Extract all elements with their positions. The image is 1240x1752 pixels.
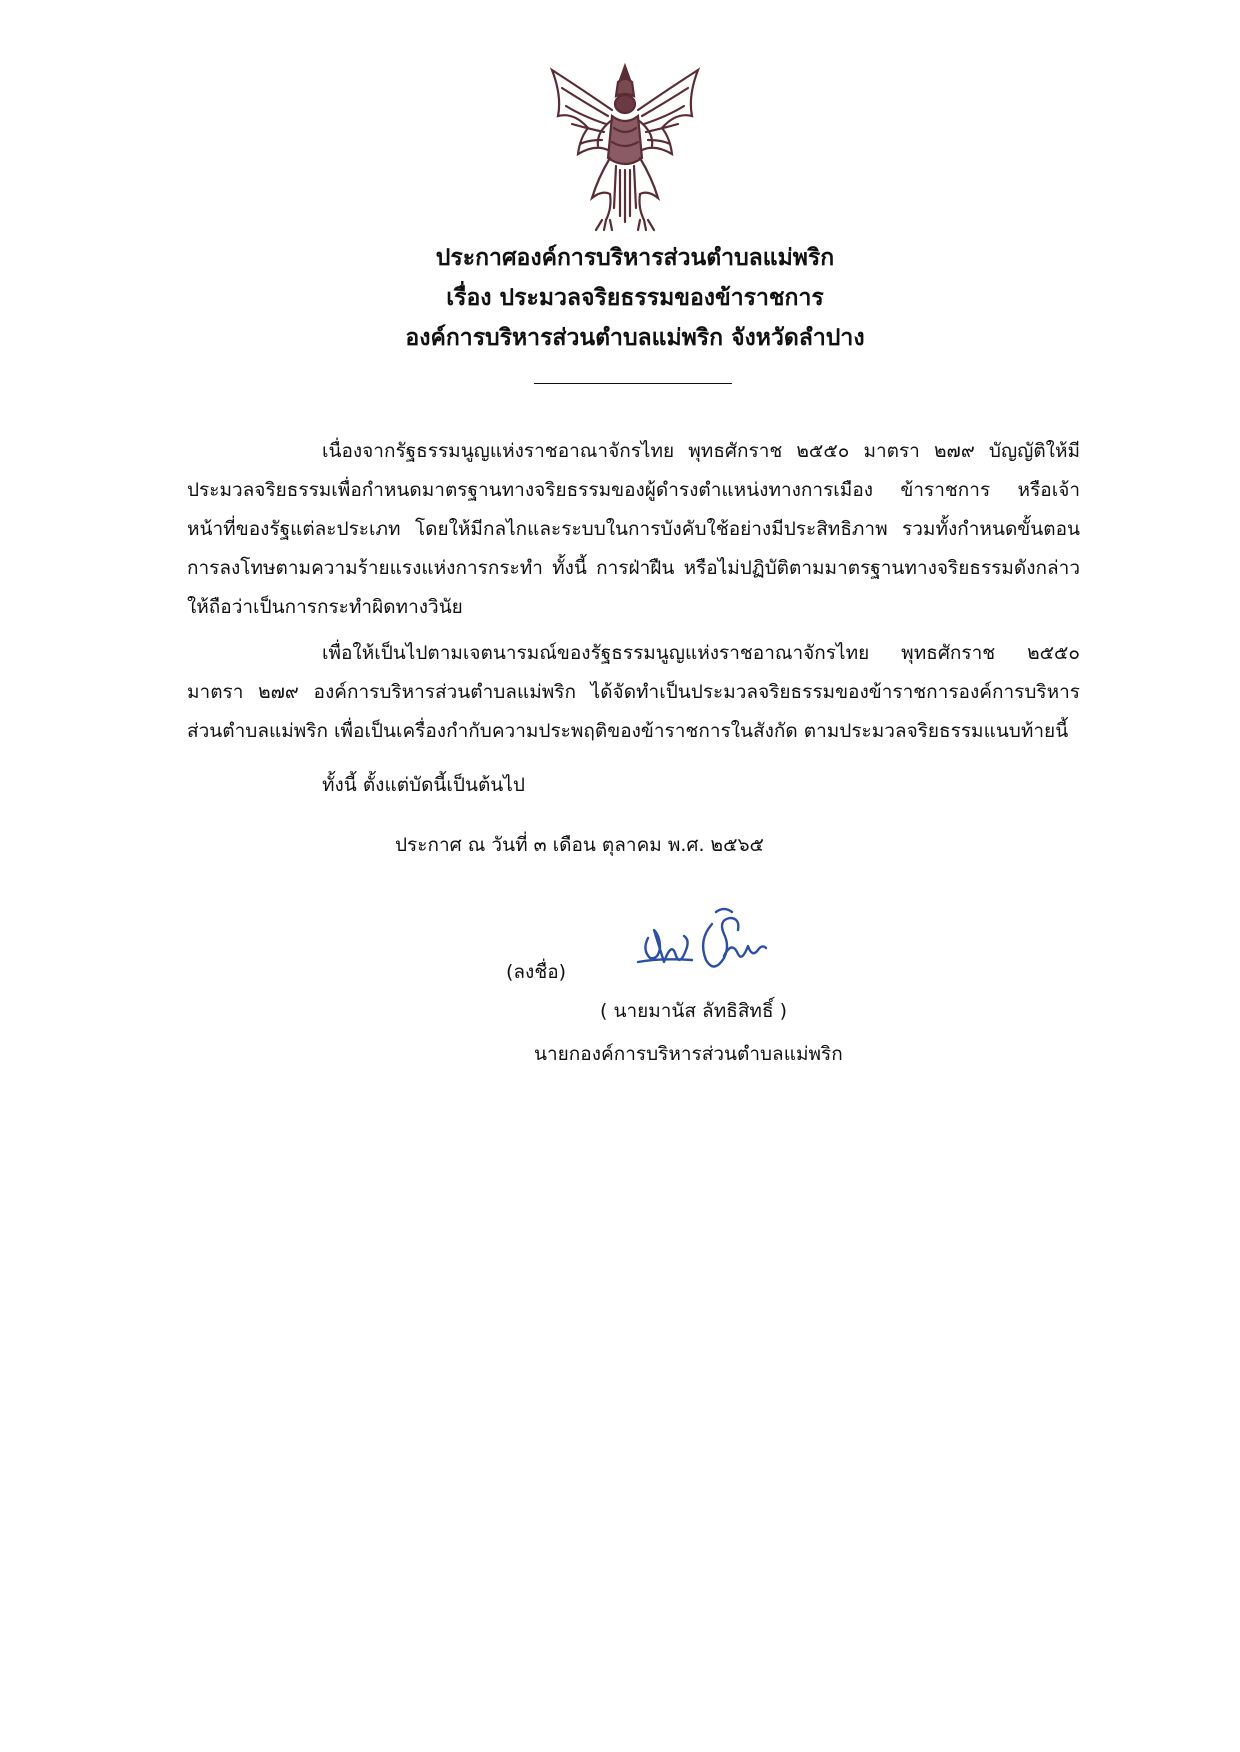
handwritten-signature-icon bbox=[620, 900, 780, 990]
garuda-emblem-icon bbox=[540, 58, 710, 233]
body-paragraph-1: เนื่องจากรัฐธรรมนูญแห่งราชอาณาจักรไทย พุทธศักราช ๒๕๕๐ มาตรา ๒๗๙ บัญญัติให้มีประมวลจริยธรรมเพื่อกำหนดมาตรฐานทางจริยธรรมของผู้ดำรงตำแหน่งทางการเมือง ข้าราชการ หรือเจ้าหน้าที่ของรัฐแต่ละประเภท โดยให้มีกลไกและระบบในการบังคับใช้อย่างมีประสิทธิภาพ รวมทั้งกำหนดขั้นตอนการลงโทษตามความร้ายแรงแห่งการกระทำ ทั้งนี้ การฝ่าฝืน หรือไม่ปฏิบัติตามมาตรฐานทางจริยธรรมดังกล่าว ให้ถือว่าเป็นการกระทำผิดทางวินัย bbox=[187, 440, 1080, 618]
body-paragraph-2: เพื่อให้เป็นไปตามเจตนารมณ์ของรัฐธรรมนูญแห่งราชอาณาจักรไทย พุทธศักราช ๒๕๕๐ มาตรา ๒๗๙ องค์การบริหารส่วนตำบลแม่พริก ได้จัดทำเป็นประมวลจริยธรรมของข้าราชการองค์การบริหารส่วนตำบลแม่พริก เพื่อเป็นเครื่องกำกับความประพฤติของข้าราชการในสังกัด ตามประมวลจริยธรรมแนบท้ายนี้ bbox=[187, 642, 1080, 742]
signatory-position: นายกองค์การบริหารส่วนตำบลแม่พริก bbox=[534, 1043, 843, 1065]
header-subject: เรื่อง ประมวลจริยธรรมของข้าราชการ bbox=[446, 285, 824, 311]
announcement-header bbox=[0, 238, 1240, 358]
header-divider bbox=[534, 383, 732, 384]
signatory-name: ( นายมานัส ลัทธิสิทธิ์ ) bbox=[600, 1000, 787, 1022]
body-paragraph-3: ทั้งนี้ ตั้งแต่บัดนี้เป็นต้นไป bbox=[322, 774, 525, 796]
header-organization: องค์การบริหารส่วนตำบลแม่พริก จังหวัดลำปาง bbox=[405, 325, 865, 351]
announcement-date: ประกาศ ณ วันที่ ๓ เดือน ตุลาคม พ.ศ. ๒๕๖๕ bbox=[395, 834, 764, 856]
signature-label: (ลงชื่อ) bbox=[506, 961, 567, 983]
header-title: ประกาศองค์การบริหารส่วนตำบลแม่พริก bbox=[435, 245, 835, 271]
